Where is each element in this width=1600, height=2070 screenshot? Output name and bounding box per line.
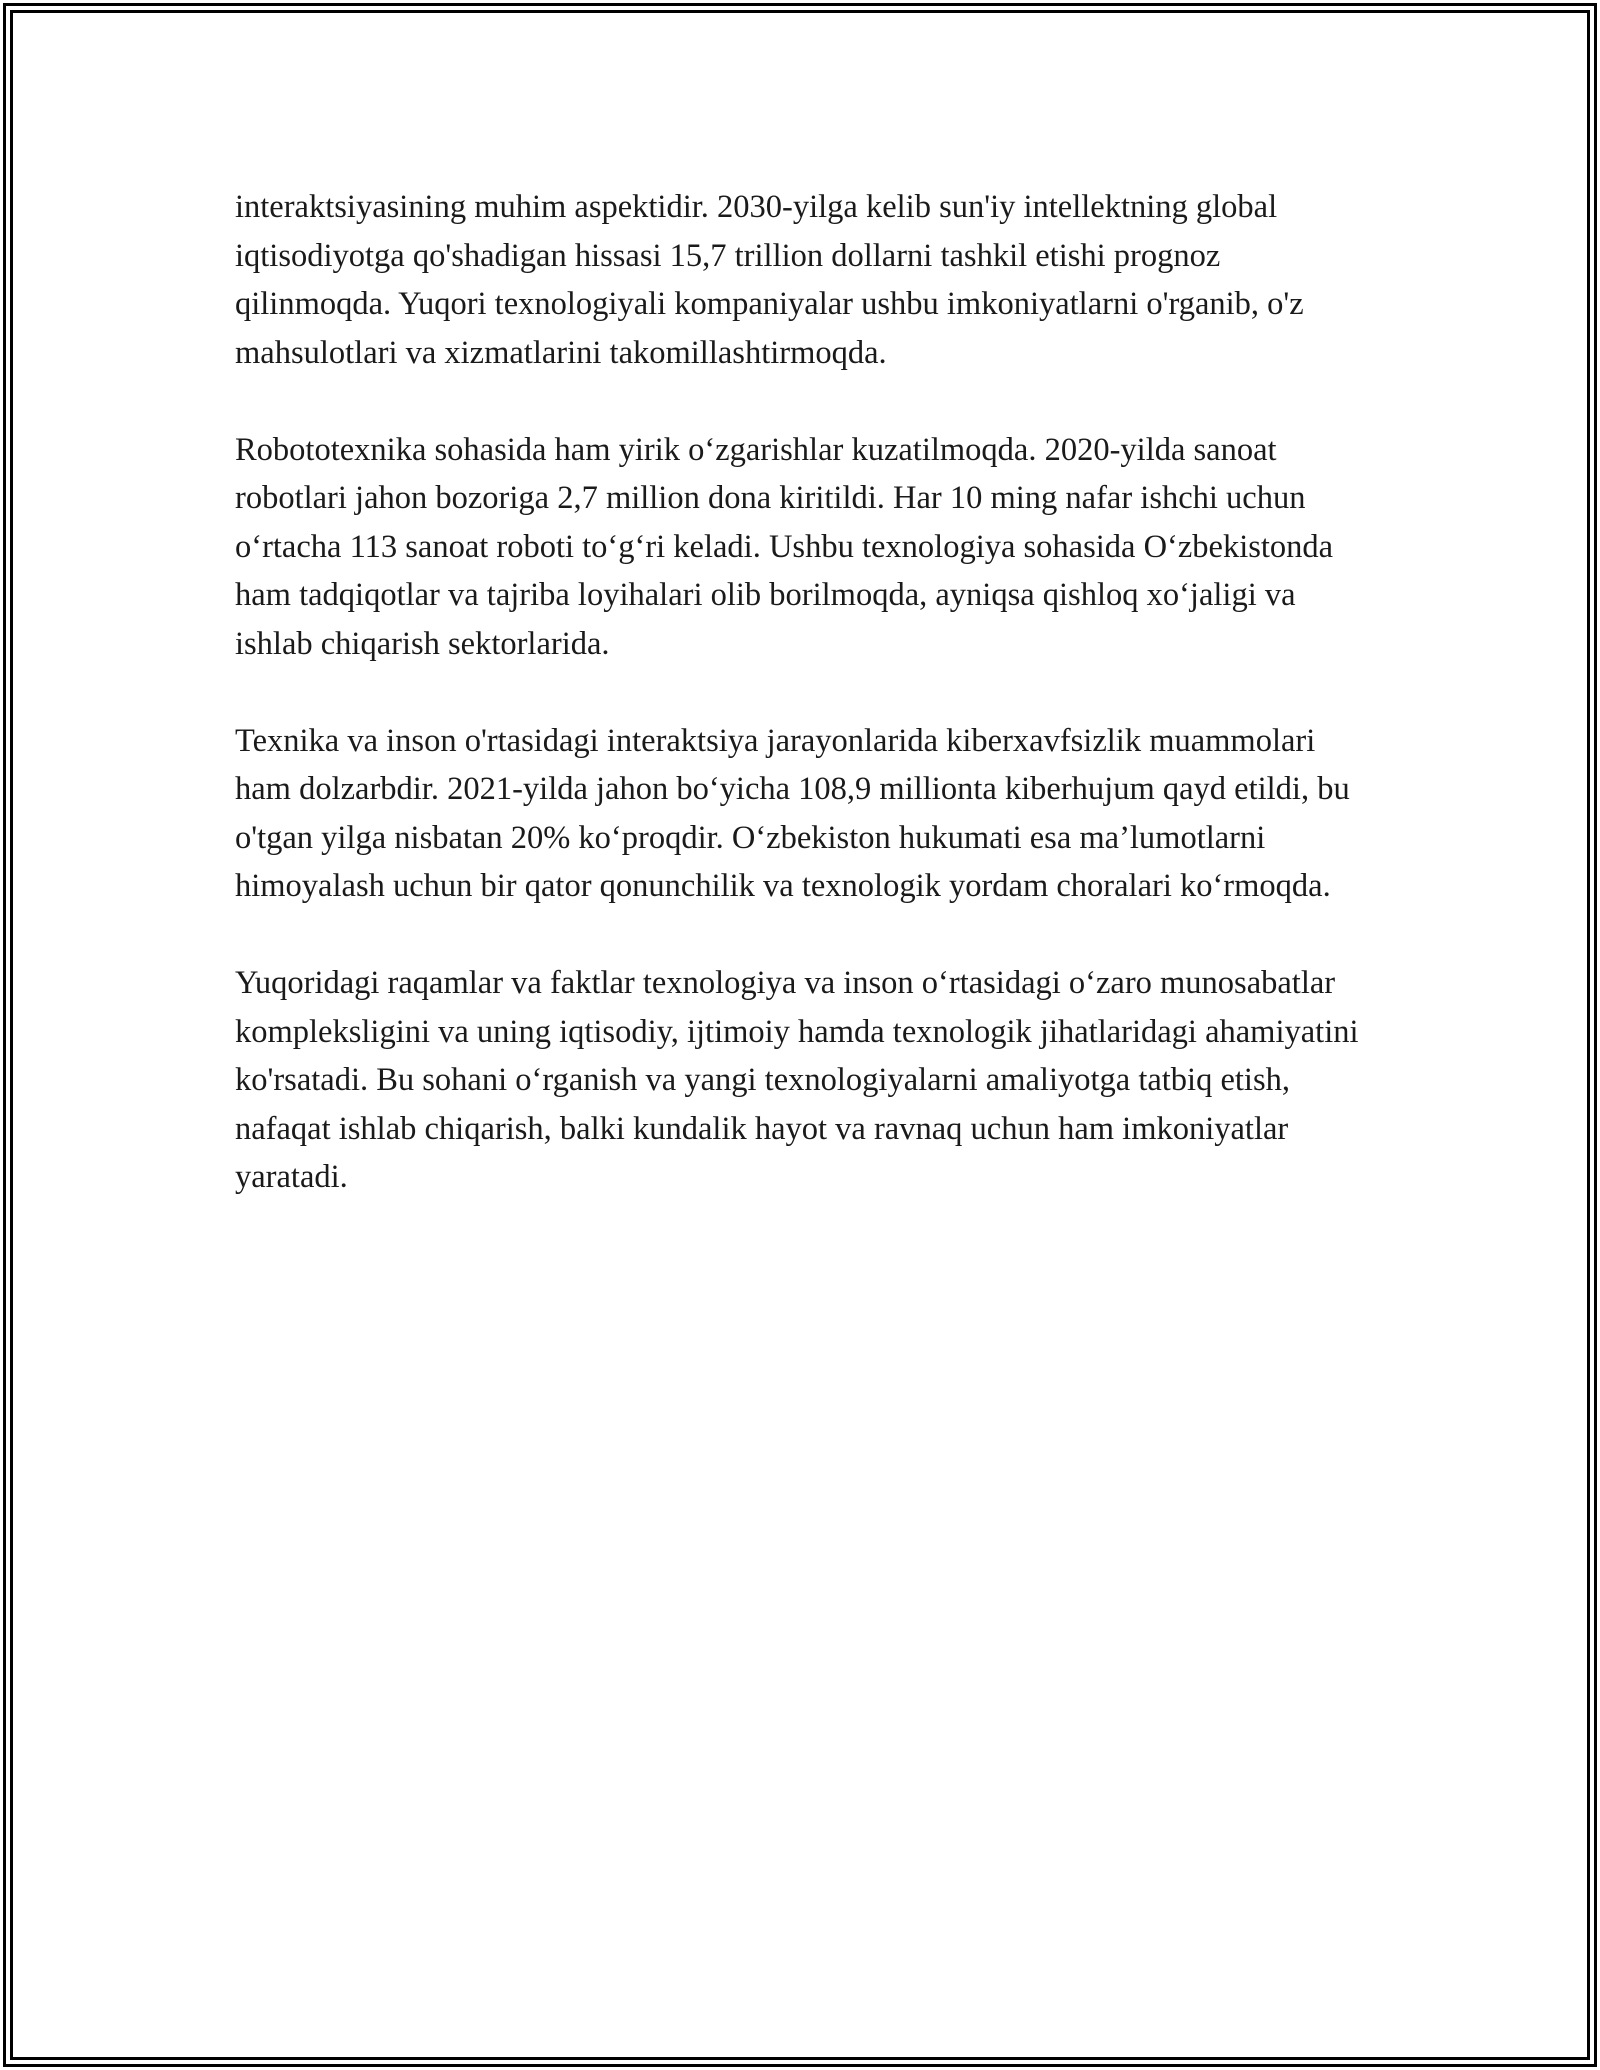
paragraph: Robototexnika sohasida ham yirik oʻzgarishlar kuzatilmoqda. 2020-yilda sanoat robotlari jahon bozoriga 2,7 million dona kiritildi. Har 10 ming nafar ishchi uchun oʻrtacha 113 sanoat roboti toʻgʻri keladi. Ushbu texnologiya sohasida Oʻzbekistonda ham tadqiqotlar va tajriba loyihalari olib borilmoqda, ayniqsa qishloq xoʻjaligi va ishlab chiqarish sektorlarida. bbox=[235, 431, 1334, 662]
document-body bbox=[235, 183, 1365, 1202]
paragraph: interaktsiyasining muhim aspektidir. 2030-yilga kelib sun'iy intellektning global iqtisodiyotga qo'shadigan hissasi 15,7 trillion dollarni tashkil etishi prognoz qilinmoqda. Yuqori texnologiyali kompaniyalar ushbu imkoniyatlarni o'rganib, o'z mahsulotlari va xizmatlarini takomillashtirmoqda. bbox=[235, 189, 1304, 371]
paragraph: Texnika va inson o'rtasidagi interaktsiya jarayonlarida kiberxavfsizlik muammolari ham dolzarbdir. 2021-yilda jahon boʻyicha 108,9 millionta kiberhujum qayd etildi, bu o'tgan yilga nisbatan 20% koʻproqdir. Oʻzbekiston hukumati esa ma’lumotlarni himoyalash uchun bir qator qonunchilik va texnologik yordam choralari koʻrmoqda. bbox=[235, 722, 1350, 904]
paragraph: Yuqoridagi raqamlar va faktlar texnologiya va inson oʻrtasidagi oʻzaro munosabatlar kompleksligini va uning iqtisodiy, ijtimoiy hamda texnologik jihatlaridagi ahamiyatini ko'rsatadi. Bu sohani oʻrganish va yangi texnologiyalarni amaliyotga tatbiq etish, nafaqat ishlab chiqarish, balki kundalik hayot va ravnaq uchun ham imkoniyatlar yaratadi. bbox=[235, 965, 1359, 1195]
